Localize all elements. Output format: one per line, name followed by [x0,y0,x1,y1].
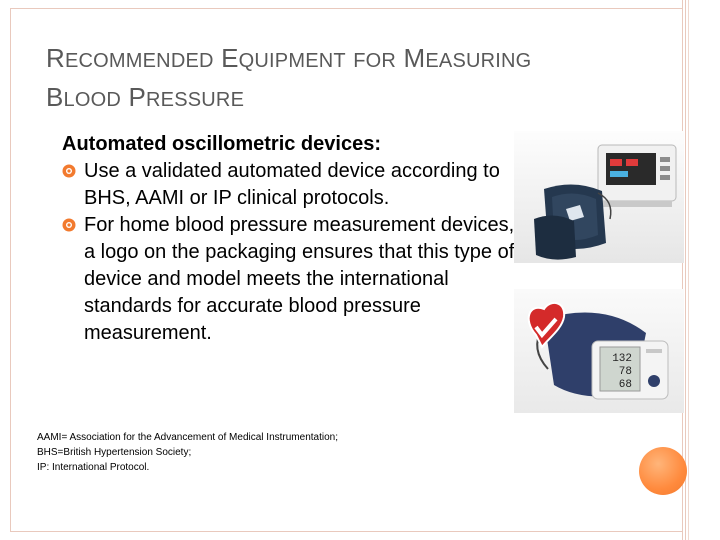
title-word: FOR [353,50,397,72]
home-bp-monitor-image [514,289,684,413]
section-heading: Automated oscillometric devices: [62,133,381,155]
footnote: AAMI= Association for the Advancement of Medical Instrumentation; [37,432,338,443]
decorative-line [685,0,686,540]
monitor-diastolic: 78 [618,366,632,378]
bullet-item [62,158,522,212]
bullet-list [62,158,522,347]
bullet-text: For home blood pressure measurement devices, a logo on the packaging ensures that this type of device and model meets the international standards for accurate blood pressure measurement. [84,214,515,344]
footnote: BHS=British Hypertension Society; [37,447,192,458]
decorative-line [688,0,689,540]
footnotes [37,430,338,475]
footnote: IP: International Protocol. [37,462,150,473]
title-word: MEASURING [403,43,532,73]
bullet-item [62,212,522,347]
decorative-orange-circle [639,447,687,495]
title-word: BLOOD [46,82,122,112]
slide-title [46,40,646,118]
title-word: EQUIPMENT [221,43,346,73]
clinical-bp-device-image [514,131,684,263]
monitor-pulse: 68 [618,379,632,391]
title-word: PRESSURE [128,82,245,112]
bullet-text: Use a validated automated device according to BHS, AAMI or IP clinical protocols. [84,160,500,209]
title-word: RECOMMENDED [46,43,214,73]
sun-bullet-icon [62,218,76,232]
slide-body [62,131,522,347]
monitor-systolic: 132 [612,353,632,365]
sun-bullet-icon [62,164,76,178]
